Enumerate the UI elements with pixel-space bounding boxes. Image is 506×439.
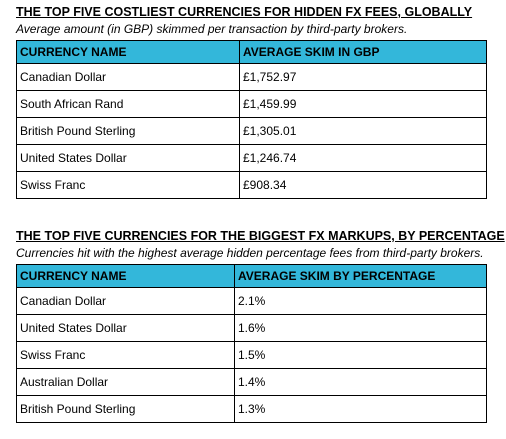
table-row: [17, 118, 487, 145]
currency-name-cell: Swiss Franc: [17, 342, 235, 369]
currency-name-cell: United States Dollar: [17, 145, 240, 172]
currency-name-cell: British Pound Sterling: [17, 118, 240, 145]
percentage-cell: 1.4%: [235, 369, 487, 396]
column-header-currency-name: CURRENCY NAME: [17, 265, 235, 288]
table-row: [17, 369, 487, 396]
table-row: [17, 288, 487, 315]
column-header-average-skim-percentage: AVERAGE SKIM BY PERCENTAGE: [235, 265, 487, 288]
table-row: [17, 145, 487, 172]
skim-value-cell: £908.34: [240, 172, 487, 199]
table1-title: THE TOP FIVE COSTLIEST CURRENCIES FOR HIDDEN FX FEES, GLOBALLY: [16, 5, 473, 19]
biggest-markups-table: [16, 264, 487, 423]
table-header-row: [17, 41, 487, 64]
table1-subtitle: Average amount (in GBP) skimmed per transaction by third-party brokers.: [16, 22, 408, 36]
table-row: [17, 91, 487, 118]
costliest-currencies-section: [16, 4, 486, 199]
skim-value-cell: £1,246.74: [240, 145, 487, 172]
currency-name-cell: Australian Dollar: [17, 369, 235, 396]
skim-value-cell: £1,752.97: [240, 64, 487, 91]
costliest-currencies-table: [16, 40, 487, 199]
biggest-markups-section: [16, 228, 505, 423]
table-row: [17, 64, 487, 91]
skim-value-cell: £1,305.01: [240, 118, 487, 145]
percentage-cell: 1.6%: [235, 315, 487, 342]
table2-subtitle: Currencies hit with the highest average hidden percentage fees from third-party brokers.: [16, 246, 484, 260]
currency-name-cell: Swiss Franc: [17, 172, 240, 199]
currency-name-cell: South African Rand: [17, 91, 240, 118]
table-row: [17, 315, 487, 342]
currency-name-cell: United States Dollar: [17, 315, 235, 342]
table2-title: THE TOP FIVE CURRENCIES FOR THE BIGGEST FX MARKUPS, BY PERCENTAGE: [16, 229, 505, 243]
percentage-cell: 1.3%: [235, 396, 487, 423]
table-header-row: [17, 265, 487, 288]
table-row: [17, 172, 487, 199]
percentage-cell: 1.5%: [235, 342, 487, 369]
column-header-average-skim-gbp: AVERAGE SKIM IN GBP: [240, 41, 487, 64]
skim-value-cell: £1,459.99: [240, 91, 487, 118]
table-row: [17, 396, 487, 423]
currency-name-cell: Canadian Dollar: [17, 64, 240, 91]
table-row: [17, 342, 487, 369]
currency-name-cell: British Pound Sterling: [17, 396, 235, 423]
column-header-currency-name: CURRENCY NAME: [17, 41, 240, 64]
percentage-cell: 2.1%: [235, 288, 487, 315]
currency-name-cell: Canadian Dollar: [17, 288, 235, 315]
